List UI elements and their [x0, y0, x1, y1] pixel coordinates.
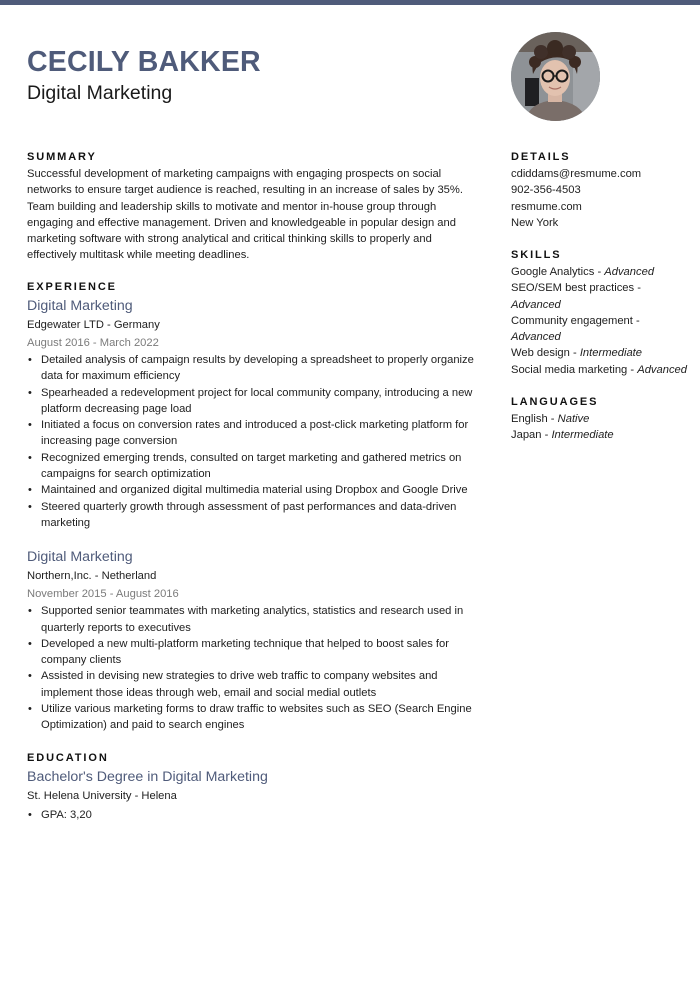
job-bullet: • Recognized emerging trends, consulted on target marketing and gathered metrics on campaigns for search optimization	[27, 450, 482, 483]
experience-section	[27, 280, 482, 734]
job-bullet: • Spearheaded a redevelopment project for local community company, introducing a new platform decreasing page load	[27, 385, 482, 418]
phone-number: 902-356-4503	[511, 184, 581, 197]
skill-item	[511, 280, 686, 313]
skill-level: Advanced	[511, 298, 561, 311]
location: New York	[511, 216, 559, 229]
job-bullets	[27, 603, 482, 733]
job-bullet: • Utilize various marketing forms to draw traffic to websites such as SEO (Search Engine Optimization) and paid to search engines	[27, 701, 482, 734]
language-name: Japan -	[511, 429, 552, 442]
job-dates: November 2015 - August 2016	[27, 588, 179, 601]
languages-section	[511, 395, 686, 444]
skills-section	[511, 248, 686, 378]
job-dates: August 2016 - March 2022	[27, 337, 159, 349]
job-bullet: • Assisted in devising new strategies to drive web traffic to company websites and implement those ideas through web, email and social medial outlets	[27, 668, 482, 701]
job-bullet: • Developed a new multi-platform marketing technique that helped to boost sales for company clients	[27, 636, 482, 669]
skill-level: Advanced	[637, 363, 687, 376]
details-heading: DETAILS	[511, 151, 571, 163]
job-entry	[27, 548, 482, 733]
website-link[interactable]: resmume.com	[511, 200, 582, 213]
summary-heading: SUMMARY	[27, 151, 97, 163]
education-section	[27, 751, 482, 823]
experience-heading: EXPERIENCE	[27, 281, 117, 293]
job-company: Edgewater LTD - Germany	[27, 319, 160, 331]
job-bullets	[27, 352, 482, 531]
skill-level: Advanced	[604, 266, 655, 278]
school-name: St. Helena University - Helena	[27, 790, 177, 802]
language-level: Native	[557, 413, 590, 425]
language-name: English -	[511, 413, 558, 425]
job-company: Northern,Inc. - Netherland	[27, 570, 157, 583]
skill-item	[511, 264, 686, 280]
languages-heading: LANGUAGES	[511, 396, 599, 408]
job-title: Digital Marketing	[27, 549, 133, 566]
top-accent-bar	[0, 0, 700, 5]
job-bullet: • Initiated a focus on conversion rates and introduced a post-click marketing platform for increasing page conversion	[27, 417, 482, 450]
job-bullet: • Supported senior teammates with marketing analytics, statistics and research used in quarterly reports to executives	[27, 603, 482, 636]
education-heading: EDUCATION	[27, 752, 109, 764]
skill-level: Intermediate	[579, 347, 643, 360]
language-item	[511, 411, 686, 427]
skill-item	[511, 362, 686, 378]
job-bullet: • Steered quarterly growth through assessment of past performances and data-driven marketing	[27, 499, 482, 532]
details-section	[511, 150, 686, 231]
job-title: Digital Marketing	[27, 298, 133, 314]
skill-name: Community engagement -	[511, 314, 640, 327]
email-link[interactable]: cdiddams@resmume.com	[511, 168, 642, 180]
skill-level: Advanced	[511, 331, 561, 344]
job-bullet: • Maintained and organized digital multimedia material using Dropbox and Google Drive	[27, 482, 482, 498]
skill-name: SEO/SEM best practices -	[511, 282, 641, 295]
skill-item	[511, 313, 686, 346]
job-entry	[27, 297, 482, 531]
education-bullet: • GPA: 3,20	[27, 807, 482, 823]
portrait-icon	[511, 32, 600, 121]
skill-name: Web design -	[511, 347, 580, 360]
language-item	[511, 427, 686, 443]
candidate-title: Digital Marketing	[27, 82, 173, 104]
skill-item	[511, 345, 686, 361]
skills-heading: SKILLS	[511, 249, 562, 261]
skill-name: Google Analytics -	[511, 266, 605, 278]
summary-section	[27, 150, 482, 264]
degree-title: Bachelor's Degree in Digital Marketing	[27, 769, 268, 785]
job-bullet: • Detailed analysis of campaign results by developing a spreadsheet to properly organize data for maximum efficiency	[27, 352, 482, 385]
profile-photo	[511, 32, 600, 121]
summary-text: Successful development of marketing campaigns with engaging prospects on social networks to ensure target audience is reached, resulting in an increase of sales by 35%. Team building and leadership skills to motivate and mentor in-house group through engaging and effective management. Driven and knowledgeable in popular design and marketing software with strong analytical and critical thinking skills to properly and effectively multitask while meeting deadlines.	[27, 168, 463, 262]
education-bullets	[27, 807, 482, 823]
candidate-name: CECILY BAKKER	[27, 46, 261, 78]
skill-name: Social media marketing -	[511, 363, 638, 376]
language-level: Intermediate	[551, 429, 614, 442]
